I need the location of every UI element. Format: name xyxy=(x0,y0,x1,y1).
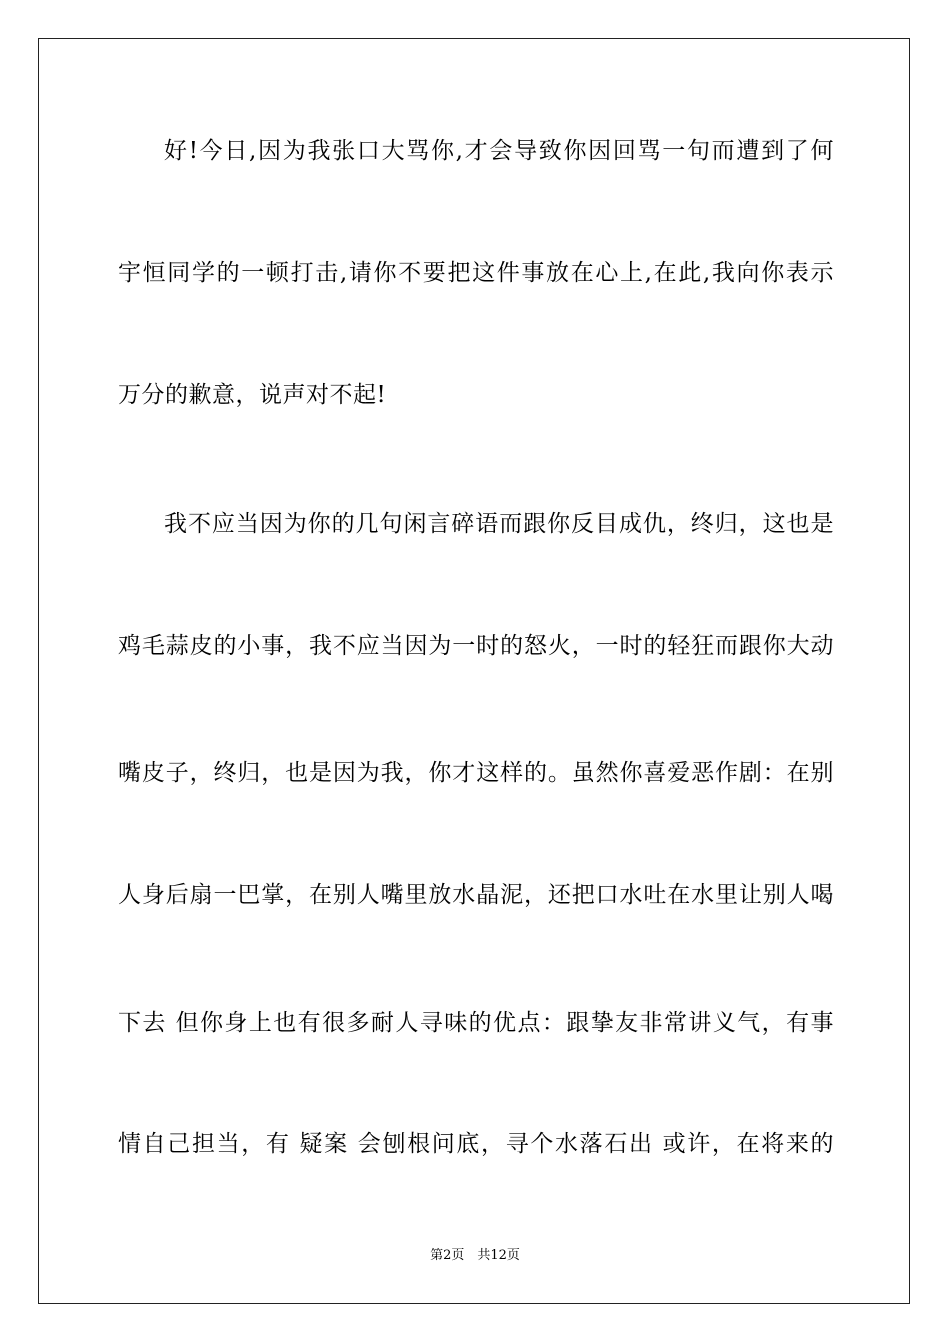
page-frame xyxy=(38,38,910,1304)
paragraph-line: 好!今日,因为我张口大骂你,才会导致你因回骂一句而遭到了何 xyxy=(164,138,834,164)
paragraph-line: 情自己担当，有 疑案 会刨根问底，寻个水落石出 或许，在将来的 xyxy=(118,1131,834,1157)
page-number-footer: 第2页 共12页 xyxy=(430,1248,520,1263)
paragraph-line: 人身后扇一巴掌，在别人嘴里放水晶泥，还把口水吐在水里让别人喝 xyxy=(118,882,834,908)
paragraph-line: 嘴皮子，终归，也是因为我，你才这样的。虽然你喜爱恶作剧：在别 xyxy=(118,760,834,786)
paragraph-line: 下去 但你身上也有很多耐人寻味的优点：跟挚友非常讲义气，有事 xyxy=(118,1010,834,1036)
paragraph-line: 我不应当因为你的几句闲言碎语而跟你反目成仇，终归，这也是 xyxy=(164,511,834,537)
paragraph-line: 万分的歉意，说声对不起! xyxy=(118,382,387,408)
paragraph-line: 宇恒同学的一顿打击,请你不要把这件事放在心上,在此,我向你表示 xyxy=(118,260,834,286)
paragraph-line: 鸡毛蒜皮的小事，我不应当因为一时的怒火，一时的轻狂而跟你大动 xyxy=(118,633,834,659)
